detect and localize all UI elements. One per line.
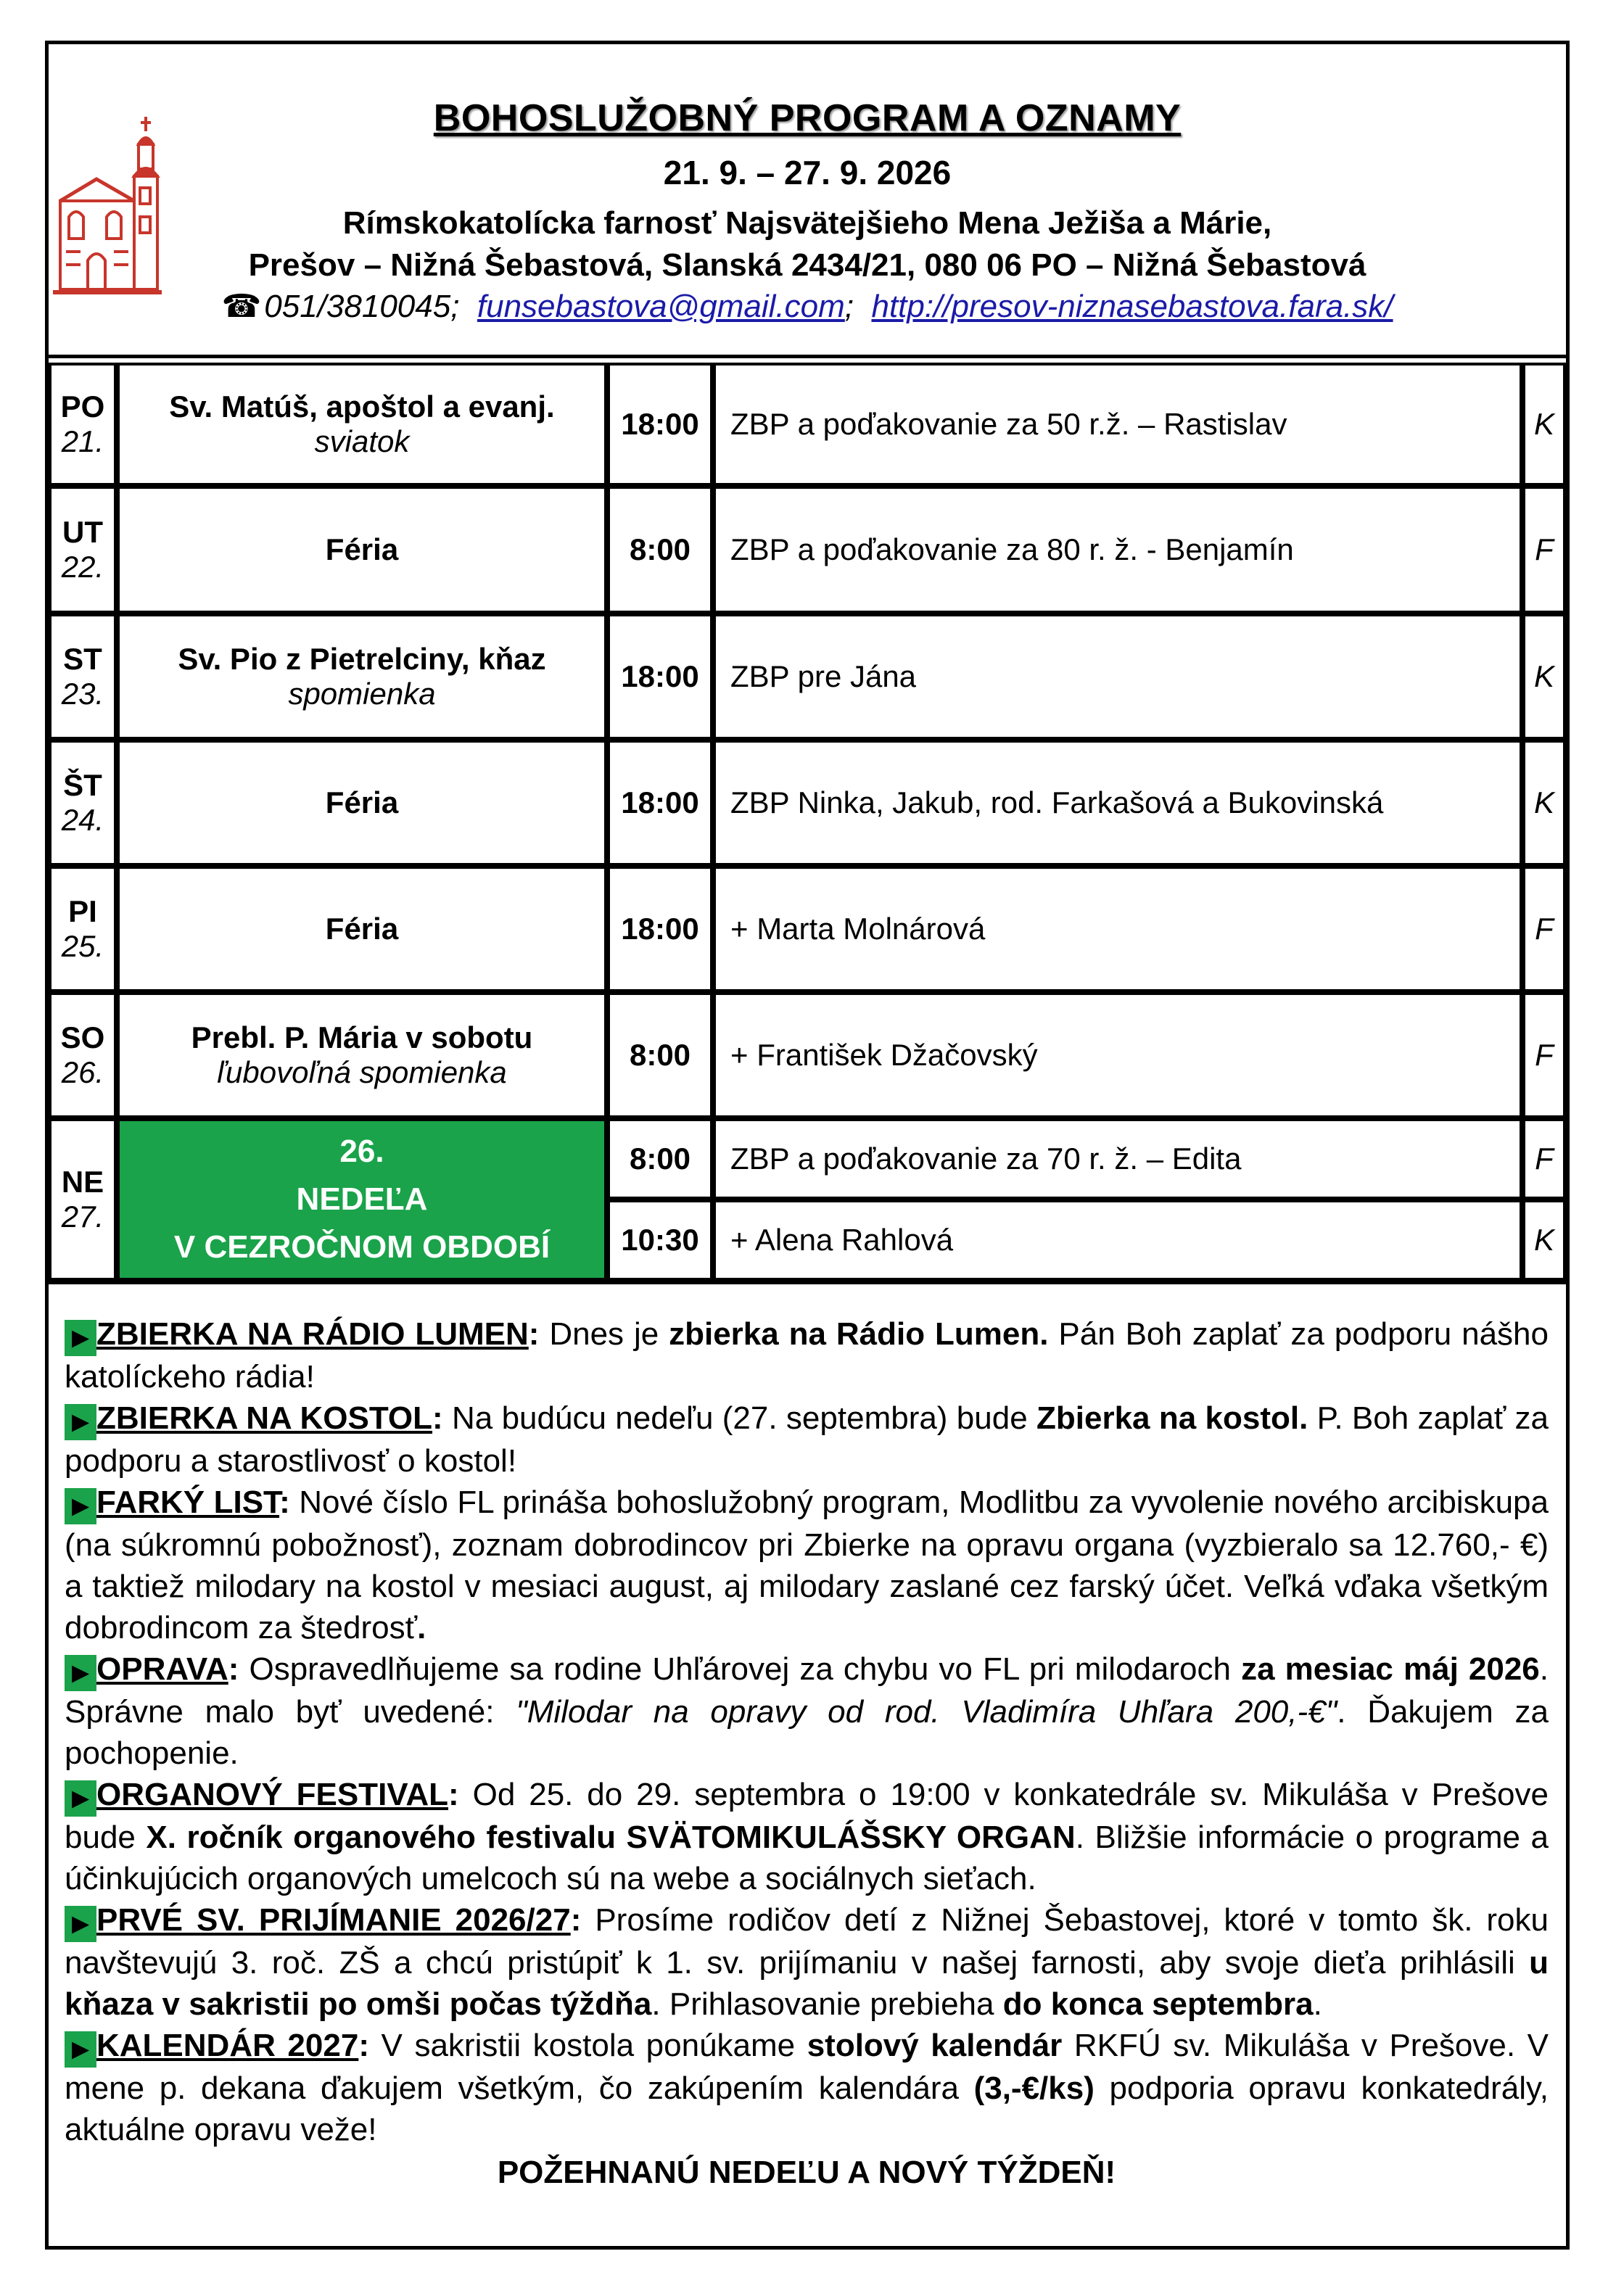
feast-cell	[117, 614, 607, 740]
feast-rank: spomienka	[288, 677, 436, 711]
celebrant: K	[1522, 363, 1566, 486]
day-name: NE	[61, 1165, 104, 1199]
schedule-row	[49, 866, 1566, 992]
mass-intention: ZBP a poďakovanie za 50 r.ž. – Rastislav	[713, 363, 1522, 486]
feast-name: Prebl. P. Mária v sobotu	[191, 1020, 533, 1054]
day-name: ST	[63, 642, 102, 676]
feast-name: Sv. Pio z Pietrelciny, kňaz	[178, 642, 546, 676]
arrow-icon: ►	[65, 2031, 96, 2068]
notice-calendar: ►KALENDÁR 2027: V sakristii kostola ponúkame stolový kalendár RKFÚ sv. Mikuláša v Prešove. V mene p. dekana ďakujem všetkým, čo zakúpením kalendára (3,-€/ks) podporia opravu konkatedrály, aktuálne opravu veže!	[65, 2028, 1549, 2147]
page-title: BOHOSLUŽOBNÝ PROGRAM A OZNAMY	[433, 97, 1182, 139]
celebrant: F	[1522, 1118, 1566, 1199]
notice-organ-festival: ►ORGANOVÝ FESTIVAL: Od 25. do 29. septembra o 19:00 v konkatedrále sv. Mikuláša v Prešove bude X. ročník organového festivalu SVÄTOMIKULÁŠSKY ORGAN. Bližšie informácie o programe a účinkujúcich organových umelcoch sú na webe a sociálnych sieťach.	[65, 1777, 1549, 1896]
feast-name: Féria	[325, 912, 399, 946]
notice-first-communion: ►PRVÉ SV. PRIJÍMANIE 2026/27: Prosíme rodičov detí z Nižnej Šebastovej, ktoré v tomto šk. roku navštevujú 3. roč. ZŠ a chcú pristúpiť k 1. sv. prijímaniu v našej farnosti, aby svoje dieťa prihlásili u kňaza v sakristii po omši počas týždňa. Prihlasovanie prebieha do konca septembra.	[65, 1902, 1549, 2022]
day-name: PO	[60, 389, 105, 424]
mass-time: 18:00	[607, 614, 713, 740]
mass-intention: ZBP a poďakovanie za 80 r. ž. - Benjamín	[713, 486, 1522, 614]
mass-time: 10:30	[607, 1199, 713, 1281]
arrow-icon: ►	[65, 1906, 96, 1942]
day-name: ŠT	[63, 768, 102, 802]
feast-cell	[117, 992, 607, 1118]
bulletin-frame	[45, 41, 1570, 2250]
day-date: 27.	[61, 1199, 104, 1234]
day-date: 26.	[61, 1055, 104, 1089]
day-date: 24.	[61, 803, 104, 837]
schedule-row	[49, 992, 1566, 1118]
sunday-feast-line: V CEZROČNOM OBDOBÍ	[173, 1229, 551, 1265]
arrow-icon: ►	[65, 1780, 96, 1817]
phone-icon: ☎	[221, 289, 262, 324]
date-range: 21. 9. – 27. 9. 2026	[663, 154, 952, 191]
notice-parish-newsletter: ►FARKÝ LIST: Nové číslo FL prináša bohoslužobný program, Modlitbu za vyvolenie nového arcibiskupa (na súkromnú pobožnosť), zoznam dobrodincov pri Zbierke na opravu organa (vyzbieralo sa 12.760,- €) a taktiež milodary na kostol v mesiaci august, aj milodary zaslané cez farský účet. Veľká vďaka všetkým dobrodincom za štedrosť.	[65, 1484, 1549, 1645]
closing-blessing: POŽEHNANÚ NEDEĽU A NOVÝ TÝŽDEŇ!	[497, 2155, 1116, 2190]
feast-name: Féria	[325, 532, 399, 566]
day-name: SO	[60, 1020, 105, 1054]
mass-time: 18:00	[607, 740, 713, 866]
day-cell	[49, 486, 117, 614]
mass-intention: + Alena Rahlová	[713, 1199, 1522, 1281]
arrow-icon: ►	[65, 1404, 96, 1440]
notices	[65, 1313, 1549, 2193]
day-name: UT	[62, 515, 103, 549]
feast-cell	[117, 486, 607, 614]
day-name: PI	[68, 894, 97, 928]
celebrant: F	[1522, 992, 1566, 1118]
sunday-row	[49, 1118, 1566, 1281]
mass-intention: ZBP pre Jána	[713, 614, 1522, 740]
celebrant: K	[1522, 740, 1566, 866]
day-cell	[49, 1118, 117, 1281]
feast-cell	[117, 363, 607, 486]
contact-line	[49, 288, 1566, 325]
phone-number: 051/3810045;	[264, 289, 460, 324]
feast-name: Sv. Matúš, apoštol a evanj.	[169, 389, 555, 424]
separator: ;	[844, 289, 854, 324]
notice-radio-lumen: ►ZBIERKA NA RÁDIO LUMEN: Dnes je zbierka na Rádio Lumen. Pán Boh zaplať za podporu nášho katolíckeho rádia!	[65, 1316, 1549, 1395]
mass-intention: ZBP a poďakovanie za 70 r. ž. – Edita	[713, 1118, 1522, 1199]
sunday-feast-cell	[117, 1118, 607, 1281]
mass-time: 8:00	[607, 486, 713, 614]
schedule-row	[49, 740, 1566, 866]
email-link[interactable]: funsebastova@gmail.com	[477, 289, 845, 324]
mass-time: 18:00	[607, 363, 713, 486]
celebrant: F	[1522, 486, 1566, 614]
sunday-feast-line: 26.	[339, 1133, 384, 1169]
day-cell	[49, 740, 117, 866]
schedule-row	[49, 614, 1566, 740]
schedule-row	[49, 486, 1566, 614]
celebrant: F	[1522, 866, 1566, 992]
feast-cell	[117, 866, 607, 992]
mass-intention: + Marta Molnárová	[713, 866, 1522, 992]
notice-church-collection: ►ZBIERKA NA KOSTOL: Na budúcu nedeľu (27. septembra) bude Zbierka na kostol. P. Boh zaplať za podporu a starostlivosť o kostol!	[65, 1400, 1549, 1479]
schedule-row	[49, 363, 1566, 486]
day-cell	[49, 866, 117, 992]
parish-name: Rímskokatolícka farnosť Najsvätejšieho Mena Ježiša a Márie,	[342, 205, 1272, 241]
arrow-icon: ►	[65, 1655, 96, 1691]
day-date: 22.	[61, 550, 104, 584]
feast-cell	[117, 740, 607, 866]
mass-time: 8:00	[607, 1118, 713, 1199]
feast-rank: ľubovoľná spomienka	[217, 1055, 507, 1089]
celebrant: K	[1522, 1199, 1566, 1281]
day-cell	[49, 614, 117, 740]
feast-rank: sviatok	[314, 424, 410, 458]
day-cell	[49, 992, 117, 1118]
arrow-icon: ►	[65, 1488, 96, 1524]
header	[49, 44, 1566, 360]
feast-name: Féria	[325, 785, 399, 819]
schedule-table	[49, 355, 1566, 1284]
day-cell	[49, 363, 117, 486]
website-link[interactable]: http://presov-niznasebastova.fara.sk/	[871, 289, 1393, 324]
sunday-feast-line: NEDEĽA	[296, 1181, 428, 1217]
parish-address: Prešov – Nižná Šebastová, Slanská 2434/21, 080 06 PO – Nižná Šebastová	[248, 247, 1366, 283]
mass-intention: + František Džačovský	[713, 992, 1522, 1118]
mass-time: 18:00	[607, 866, 713, 992]
day-date: 25.	[61, 929, 104, 963]
arrow-icon: ►	[65, 1320, 96, 1356]
day-date: 23.	[61, 677, 104, 711]
day-date: 21.	[61, 424, 104, 458]
notice-correction: ►OPRAVA: Ospravedlňujeme sa rodine Uhľárovej za chybu vo FL pri milodaroch za mesiac máj 2026. Správne malo byť uvedené: "Milodar na opravy od rod. Vladimíra Uhľara 200,-€". Ďakujem za pochopenie.	[65, 1651, 1549, 1771]
mass-intention: ZBP Ninka, Jakub, rod. Farkašová a Bukovinská	[713, 740, 1522, 866]
mass-time: 8:00	[607, 992, 713, 1118]
celebrant: K	[1522, 614, 1566, 740]
